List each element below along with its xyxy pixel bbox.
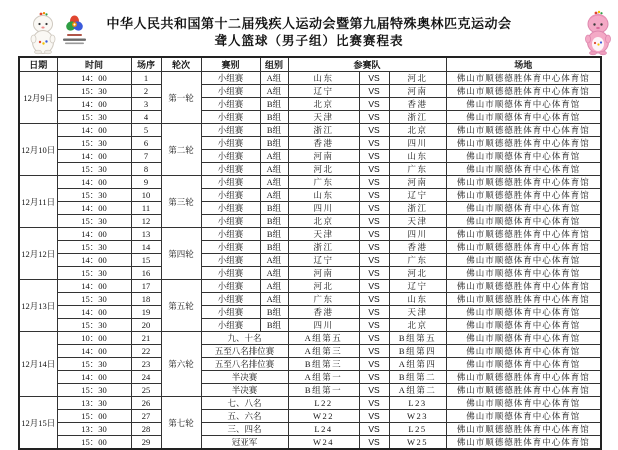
venue-cell: 佛山市顺德体育中心体育馆 — [446, 111, 601, 124]
match-no-cell: 1 — [131, 72, 161, 85]
type-cell: 小组赛 — [201, 124, 260, 137]
match-no-cell: 29 — [131, 436, 161, 450]
team1-cell: 山东 — [288, 72, 359, 85]
team2-cell: L23 — [389, 397, 446, 410]
venue-cell: 佛山市顺德体育中心体育馆 — [446, 98, 601, 111]
match-no-cell: 24 — [131, 371, 161, 384]
type-cell: 小组赛 — [201, 228, 260, 241]
type-cell: 小组赛 — [201, 306, 260, 319]
team2-cell: B组第五 — [389, 332, 446, 345]
match-no-cell: 25 — [131, 384, 161, 397]
match-no-cell: 14 — [131, 241, 161, 254]
team2-cell: 辽宁 — [389, 189, 446, 202]
team2-cell: 北京 — [389, 319, 446, 332]
match-row — [19, 98, 601, 111]
time-cell: 15：30 — [57, 293, 131, 306]
venue-cell: 佛山市顺德德胜体育中心体育馆 — [446, 85, 601, 98]
match-row — [19, 410, 601, 423]
type-cell: 小组赛 — [201, 280, 260, 293]
vs-cell: VS — [359, 436, 389, 450]
team2-cell: W23 — [389, 410, 446, 423]
team1-cell: 辽宁 — [288, 85, 359, 98]
match-no-cell: 3 — [131, 98, 161, 111]
venue-cell: 佛山市顺德体育中心体育馆 — [446, 267, 601, 280]
time-cell: 14：00 — [57, 150, 131, 163]
match-no-cell: 26 — [131, 397, 161, 410]
time-cell: 14：00 — [57, 176, 131, 189]
date-cell: 12月15日 — [19, 397, 57, 450]
time-cell: 15：00 — [57, 436, 131, 450]
schedule-table — [18, 56, 602, 450]
match-row — [19, 215, 601, 228]
type-cell: 小组赛 — [201, 293, 260, 306]
match-row — [19, 332, 601, 345]
match-row — [19, 267, 601, 280]
pink-mascot-icon — [584, 10, 612, 55]
type-cell: 小组赛 — [201, 85, 260, 98]
team2-cell: 北京 — [389, 124, 446, 137]
team1-cell: 北京 — [288, 215, 359, 228]
schedule-table-body — [19, 72, 601, 450]
time-cell: 15：30 — [57, 241, 131, 254]
date-cell: 12月14日 — [19, 332, 57, 397]
round-cell: 第三轮 — [161, 176, 201, 228]
type-cell: 小组赛 — [201, 241, 260, 254]
match-no-cell: 15 — [131, 254, 161, 267]
vs-cell: VS — [359, 332, 389, 345]
vs-cell: VS — [359, 267, 389, 280]
team2-cell: 河北 — [389, 72, 446, 85]
venue-cell: 佛山市顺德德胜体育中心体育馆 — [446, 189, 601, 202]
vs-cell: VS — [359, 319, 389, 332]
team1-cell: 河北 — [288, 280, 359, 293]
team1-cell: A组第一 — [288, 371, 359, 384]
team2-cell: 河北 — [389, 267, 446, 280]
match-row — [19, 345, 601, 358]
match-no-cell: 20 — [131, 319, 161, 332]
match-no-cell: 17 — [131, 280, 161, 293]
team1-cell: W22 — [288, 410, 359, 423]
team2-cell: 天津 — [389, 306, 446, 319]
type-cell: 小组赛 — [201, 150, 260, 163]
vs-cell: VS — [359, 189, 389, 202]
vs-cell: VS — [359, 397, 389, 410]
match-no-cell: 21 — [131, 332, 161, 345]
time-cell: 15：30 — [57, 267, 131, 280]
group-cell: A组 — [260, 163, 288, 176]
date-cell: 12月10日 — [19, 124, 57, 176]
team1-cell: 广东 — [288, 176, 359, 189]
match-row — [19, 436, 601, 450]
vs-cell: VS — [359, 163, 389, 176]
time-cell: 14：00 — [57, 124, 131, 137]
venue-cell: 佛山市顺德体育中心体育馆 — [446, 202, 601, 215]
vs-cell: VS — [359, 111, 389, 124]
venue-cell: 佛山市顺德体育中心体育馆 — [446, 319, 601, 332]
type-cell: 小组赛 — [201, 176, 260, 189]
match-no-cell: 4 — [131, 111, 161, 124]
team2-cell: 香港 — [389, 241, 446, 254]
time-cell: 15：30 — [57, 358, 131, 371]
venue-cell: 佛山市顺德体育中心体育馆 — [446, 150, 601, 163]
venue-cell: 佛山市顺德体育中心体育馆 — [446, 358, 601, 371]
time-cell: 13：30 — [57, 397, 131, 410]
match-row — [19, 72, 601, 85]
team1-cell: L24 — [288, 423, 359, 436]
match-no-cell: 12 — [131, 215, 161, 228]
venue-cell: 佛山市顺德德胜体育中心体育馆 — [446, 241, 601, 254]
type-cell: 小组赛 — [201, 163, 260, 176]
type-cell: 小组赛 — [201, 319, 260, 332]
venue-cell: 佛山市顺德体育中心体育馆 — [446, 254, 601, 267]
vs-cell: VS — [359, 228, 389, 241]
time-cell: 15：30 — [57, 111, 131, 124]
vs-cell: VS — [359, 124, 389, 137]
match-row — [19, 202, 601, 215]
match-row — [19, 150, 601, 163]
team1-cell: 广东 — [288, 293, 359, 306]
venue-cell: 佛山市顺德德胜体育中心体育馆 — [446, 137, 601, 150]
venue-cell: 佛山市顺德体育中心体育馆 — [446, 306, 601, 319]
vs-cell: VS — [359, 72, 389, 85]
type-cell: 小组赛 — [201, 202, 260, 215]
time-cell: 15：30 — [57, 85, 131, 98]
team2-cell: B组第四 — [389, 345, 446, 358]
group-cell: B组 — [260, 319, 288, 332]
venue-cell: 佛山市顺德德胜体育中心体育馆 — [446, 293, 601, 306]
match-no-cell: 7 — [131, 150, 161, 163]
group-cell: A组 — [260, 85, 288, 98]
team2-cell: 广东 — [389, 254, 446, 267]
match-row — [19, 124, 601, 137]
match-no-cell: 28 — [131, 423, 161, 436]
time-cell: 15：30 — [57, 189, 131, 202]
col-header-order: 场序 — [131, 57, 161, 72]
vs-cell: VS — [359, 176, 389, 189]
group-cell: A组 — [260, 189, 288, 202]
team2-cell: 四川 — [389, 228, 446, 241]
match-row — [19, 189, 601, 202]
match-no-cell: 6 — [131, 137, 161, 150]
round-cell: 第一轮 — [161, 72, 201, 124]
team2-cell: 天津 — [389, 215, 446, 228]
group-cell: B组 — [260, 124, 288, 137]
match-no-cell: 10 — [131, 189, 161, 202]
match-no-cell: 9 — [131, 176, 161, 189]
match-no-cell: 23 — [131, 358, 161, 371]
type-cell: 小组赛 — [201, 137, 260, 150]
vs-cell: VS — [359, 254, 389, 267]
match-no-cell: 11 — [131, 202, 161, 215]
venue-cell: 佛山市顺德德胜体育中心体育馆 — [446, 384, 601, 397]
time-cell: 15：30 — [57, 215, 131, 228]
group-cell: A组 — [260, 254, 288, 267]
team1-cell: 河南 — [288, 267, 359, 280]
venue-cell: 佛山市顺德德胜体育中心体育馆 — [446, 436, 601, 450]
match-row — [19, 293, 601, 306]
page-title-line2: 聋人篮球（男子组）比赛赛程表 — [214, 34, 404, 48]
type-cell: 小组赛 — [201, 267, 260, 280]
team2-cell: 浙江 — [389, 111, 446, 124]
vs-cell: VS — [359, 202, 389, 215]
team1-cell: 天津 — [288, 228, 359, 241]
match-row — [19, 85, 601, 98]
type-cell: 小组赛 — [201, 98, 260, 111]
vs-cell: VS — [359, 423, 389, 436]
time-cell: 15：30 — [57, 163, 131, 176]
time-cell: 14：00 — [57, 280, 131, 293]
time-cell: 14：00 — [57, 202, 131, 215]
time-cell: 14：00 — [57, 371, 131, 384]
match-no-cell: 5 — [131, 124, 161, 137]
group-cell: B组 — [260, 306, 288, 319]
match-row — [19, 397, 601, 410]
date-cell: 12月12日 — [19, 228, 57, 280]
stage-cell: 九、十名 — [201, 332, 288, 345]
group-cell: B组 — [260, 215, 288, 228]
team2-cell: 山东 — [389, 293, 446, 306]
match-row — [19, 254, 601, 267]
table-header-row — [19, 57, 601, 72]
stage-cell: 三、四名 — [201, 423, 288, 436]
venue-cell: 佛山市顺德德胜体育中心体育馆 — [446, 72, 601, 85]
vs-cell: VS — [359, 215, 389, 228]
vs-cell: VS — [359, 137, 389, 150]
stage-cell: 五、六名 — [201, 410, 288, 423]
team2-cell: 辽宁 — [389, 280, 446, 293]
page-title-line1: 中华人民共和国第十二届残疾人运动会暨第九届特殊奥林匹克运动会 — [106, 16, 512, 31]
match-row — [19, 423, 601, 436]
team2-cell: 河南 — [389, 85, 446, 98]
team2-cell: 四川 — [389, 137, 446, 150]
team1-cell: B组第三 — [288, 358, 359, 371]
type-cell: 小组赛 — [201, 189, 260, 202]
team1-cell: 天津 — [288, 111, 359, 124]
team2-cell: 广东 — [389, 163, 446, 176]
date-cell: 12月13日 — [19, 280, 57, 332]
group-cell: A组 — [260, 72, 288, 85]
team1-cell: 河北 — [288, 163, 359, 176]
group-cell: A组 — [260, 267, 288, 280]
match-no-cell: 18 — [131, 293, 161, 306]
col-header-venue: 场地 — [446, 57, 601, 72]
team1-cell: 北京 — [288, 98, 359, 111]
type-cell: 小组赛 — [201, 254, 260, 267]
team2-cell: W25 — [389, 436, 446, 450]
team1-cell: 四川 — [288, 319, 359, 332]
team1-cell: A组第五 — [288, 332, 359, 345]
team2-cell: 河南 — [389, 176, 446, 189]
vs-cell: VS — [359, 98, 389, 111]
time-cell: 13：30 — [57, 423, 131, 436]
team1-cell: 四川 — [288, 202, 359, 215]
col-header-group: 组别 — [260, 57, 288, 72]
round-cell: 第七轮 — [161, 397, 201, 450]
time-cell: 14：00 — [57, 345, 131, 358]
vs-cell: VS — [359, 345, 389, 358]
col-header-date: 日期 — [19, 57, 57, 72]
col-header-round: 轮次 — [161, 57, 201, 72]
team1-cell: 山东 — [288, 189, 359, 202]
group-cell: A组 — [260, 280, 288, 293]
team2-cell: L25 — [389, 423, 446, 436]
stage-cell: 七、八名 — [201, 397, 288, 410]
vs-cell: VS — [359, 306, 389, 319]
vs-cell: VS — [359, 280, 389, 293]
group-cell: A组 — [260, 176, 288, 189]
venue-cell: 佛山市顺德德胜体育中心体育馆 — [446, 228, 601, 241]
time-cell: 14：00 — [57, 306, 131, 319]
match-row — [19, 371, 601, 384]
stage-cell: 五至八名排位赛 — [201, 345, 288, 358]
team2-cell: A组第二 — [389, 384, 446, 397]
team2-cell: 香港 — [389, 98, 446, 111]
match-row — [19, 137, 601, 150]
group-cell: B组 — [260, 111, 288, 124]
date-cell: 12月11日 — [19, 176, 57, 228]
team1-cell: 河南 — [288, 150, 359, 163]
group-cell: B组 — [260, 137, 288, 150]
round-cell: 第六轮 — [161, 332, 201, 397]
team1-cell: 香港 — [288, 306, 359, 319]
match-no-cell: 19 — [131, 306, 161, 319]
team1-cell: B组第一 — [288, 384, 359, 397]
venue-cell: 佛山市顺德体育中心体育馆 — [446, 397, 601, 410]
match-no-cell: 13 — [131, 228, 161, 241]
match-no-cell: 16 — [131, 267, 161, 280]
team2-cell: B组第二 — [389, 371, 446, 384]
vs-cell: VS — [359, 150, 389, 163]
match-row — [19, 176, 601, 189]
match-no-cell: 2 — [131, 85, 161, 98]
match-no-cell: 8 — [131, 163, 161, 176]
vs-cell: VS — [359, 384, 389, 397]
match-row — [19, 280, 601, 293]
team1-cell: 浙江 — [288, 124, 359, 137]
time-cell: 15：00 — [57, 410, 131, 423]
stage-cell: 冠亚军 — [201, 436, 288, 450]
time-cell: 15：30 — [57, 319, 131, 332]
time-cell: 14：00 — [57, 98, 131, 111]
group-cell: A组 — [260, 293, 288, 306]
match-row — [19, 384, 601, 397]
type-cell: 小组赛 — [201, 111, 260, 124]
venue-cell: 佛山市顺德体育中心体育馆 — [446, 163, 601, 176]
team1-cell: 辽宁 — [288, 254, 359, 267]
team2-cell: A组第四 — [389, 358, 446, 371]
time-cell: 15：30 — [57, 384, 131, 397]
match-row — [19, 358, 601, 371]
team1-cell: W24 — [288, 436, 359, 450]
venue-cell: 佛山市顺德体育中心体育馆 — [446, 410, 601, 423]
match-row — [19, 228, 601, 241]
vs-cell: VS — [359, 241, 389, 254]
type-cell: 小组赛 — [201, 72, 260, 85]
match-row — [19, 111, 601, 124]
vs-cell: VS — [359, 358, 389, 371]
group-cell: B组 — [260, 202, 288, 215]
match-row — [19, 241, 601, 254]
vs-cell: VS — [359, 371, 389, 384]
venue-cell: 佛山市顺德德胜体育中心体育馆 — [446, 176, 601, 189]
group-cell: B组 — [260, 241, 288, 254]
time-cell: 14：00 — [57, 72, 131, 85]
venue-cell: 佛山市顺德体育中心体育馆 — [446, 345, 601, 358]
match-row — [19, 306, 601, 319]
vs-cell: VS — [359, 410, 389, 423]
group-cell: B组 — [260, 98, 288, 111]
date-cell: 12月9日 — [19, 72, 57, 124]
venue-cell: 佛山市顺德德胜体育中心体育馆 — [446, 124, 601, 137]
round-cell: 第二轮 — [161, 124, 201, 176]
match-row — [19, 319, 601, 332]
stage-cell: 半决赛 — [201, 371, 288, 384]
table-header — [19, 57, 601, 72]
team2-cell: 山东 — [389, 150, 446, 163]
match-no-cell: 22 — [131, 345, 161, 358]
col-header-teams: 参赛队 — [288, 57, 446, 72]
team1-cell: L22 — [288, 397, 359, 410]
time-cell: 14：00 — [57, 228, 131, 241]
time-cell: 14：00 — [57, 254, 131, 267]
match-no-cell: 27 — [131, 410, 161, 423]
venue-cell: 佛山市顺德德胜体育中心体育馆 — [446, 423, 601, 436]
venue-cell: 佛山市顺德体育中心体育馆 — [446, 332, 601, 345]
time-cell: 15：30 — [57, 137, 131, 150]
type-cell: 小组赛 — [201, 215, 260, 228]
stage-cell: 半决赛 — [201, 384, 288, 397]
venue-cell: 佛山市顺德德胜体育中心体育馆 — [446, 280, 601, 293]
col-header-type: 赛别 — [201, 57, 260, 72]
team1-cell: A组第三 — [288, 345, 359, 358]
team1-cell: 香港 — [288, 137, 359, 150]
venue-cell: 佛山市顺德德胜体育中心体育馆 — [446, 371, 601, 384]
team1-cell: 浙江 — [288, 241, 359, 254]
col-header-time: 时间 — [57, 57, 131, 72]
match-row — [19, 163, 601, 176]
round-cell: 第四轮 — [161, 228, 201, 280]
venue-cell: 佛山市顺德体育中心体育馆 — [446, 215, 601, 228]
time-cell: 10：00 — [57, 332, 131, 345]
round-cell: 第五轮 — [161, 280, 201, 332]
group-cell: A组 — [260, 150, 288, 163]
vs-cell: VS — [359, 85, 389, 98]
team2-cell: 浙江 — [389, 202, 446, 215]
stage-cell: 五至八名排位赛 — [201, 358, 288, 371]
vs-cell: VS — [359, 293, 389, 306]
group-cell: B组 — [260, 228, 288, 241]
